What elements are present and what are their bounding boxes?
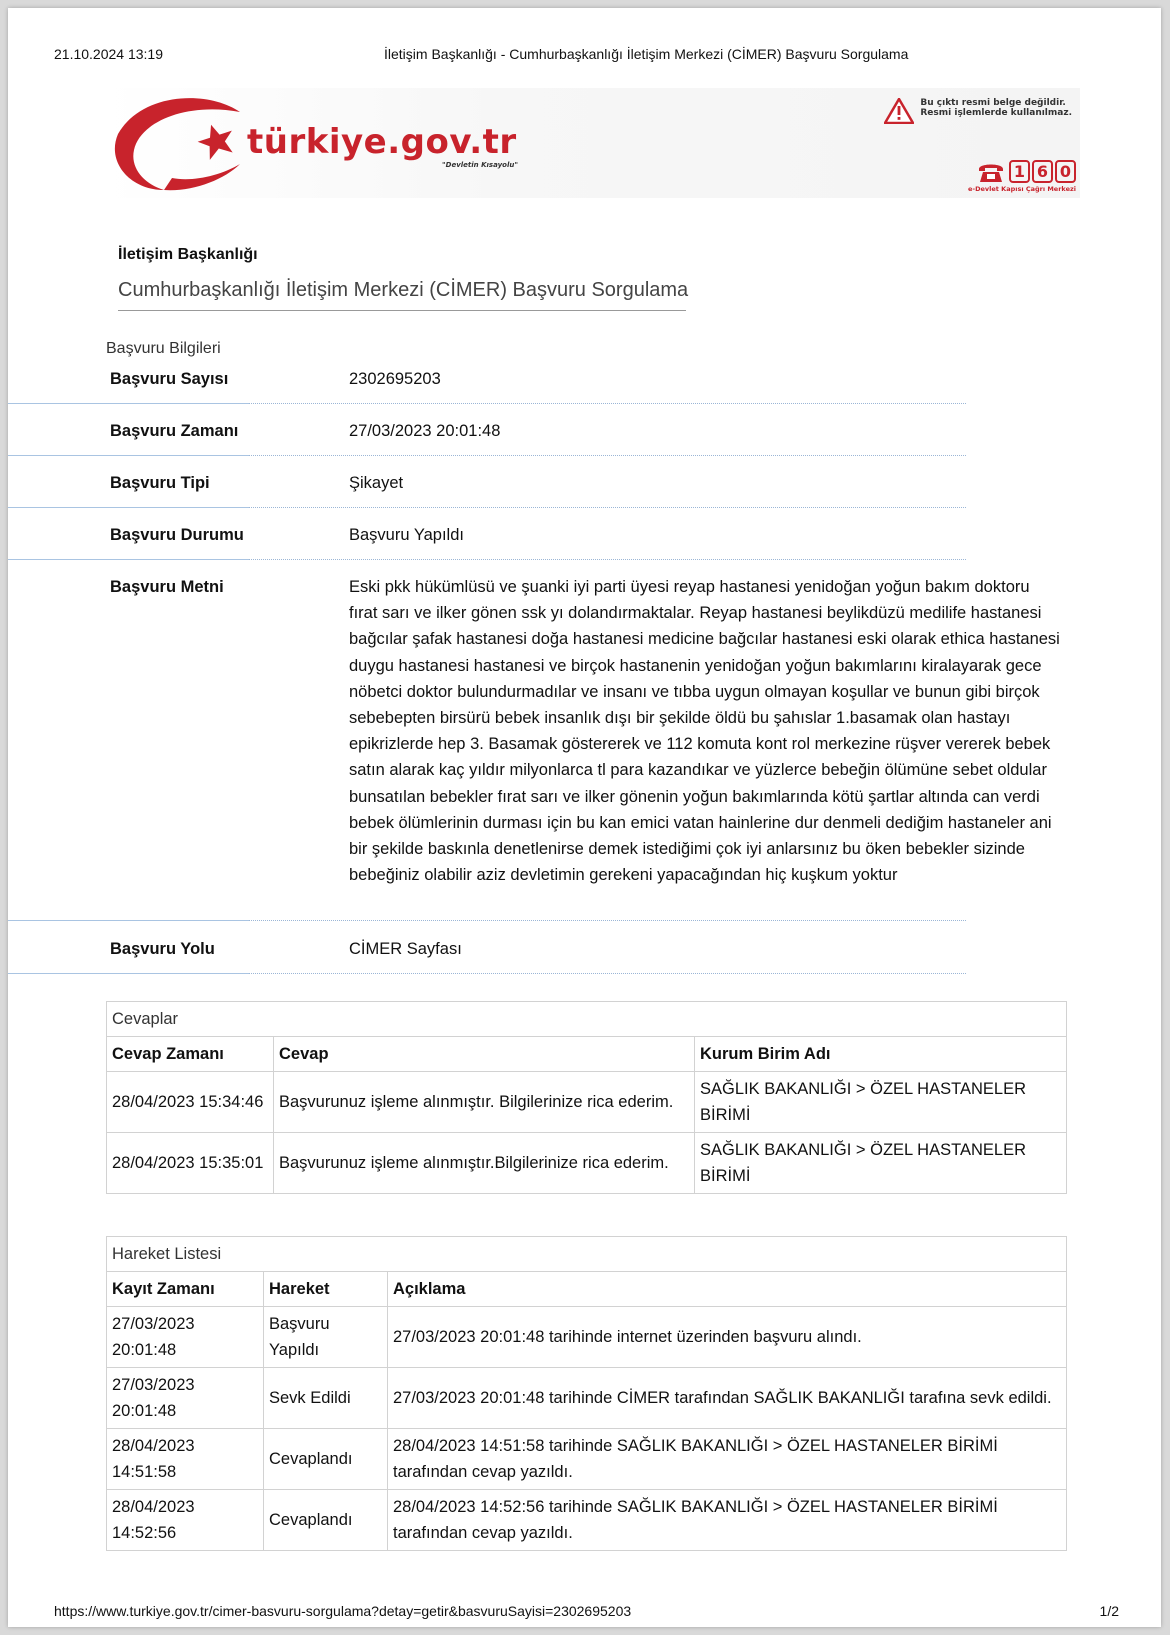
row-divider (8, 455, 249, 456)
yolu-label: Başvuru Yolu (110, 940, 215, 958)
sayisi-label: Başvuru Sayısı (110, 370, 229, 388)
hareket-caption: Hareket Listesi (107, 1237, 1067, 1272)
call-digit: 0 (1055, 160, 1076, 183)
call-center-caption: e-Devlet Kapısı Çağrı Merkezi (968, 185, 1076, 193)
yolu-value: CİMER Sayfası (349, 940, 462, 958)
basvuru-section-label: Başvuru Bilgileri (106, 340, 221, 357)
print-timestamp: 21.10.2024 13:19 (54, 46, 163, 62)
table-row (107, 1133, 1067, 1194)
org-name: İletişim Başkanlığı (118, 246, 258, 263)
durumu-label: Başvuru Durumu (110, 526, 244, 544)
logo-wordmark: türkiye.gov.tr (247, 122, 517, 162)
row-divider (8, 559, 249, 560)
hareket-cell: Başvuru Yapıldı (264, 1307, 388, 1368)
kurum-birim-cell: SAĞLIK BAKANLIĞI > ÖZEL HASTANELER BİRİMİ (695, 1072, 1067, 1133)
cevap-cell: Başvurunuz işleme alınmıştır. Bilgilerinize rica ederim. (274, 1072, 695, 1133)
durumu-value: Başvuru Yapıldı (349, 526, 464, 544)
warning-line-1: Bu çıktı resmi belge değildir. (920, 98, 1066, 108)
cevap-cell: Başvurunuz işleme alınmıştır.Bilgilerinize rica ederim. (274, 1133, 695, 1194)
kurum-birim-cell: SAĞLIK BAKANLIĞI > ÖZEL HASTANELER BİRİMİ (695, 1133, 1067, 1194)
row-divider (8, 920, 249, 921)
logo-slogan: "Devletin Kısayolu" (442, 161, 518, 169)
title-divider (118, 310, 686, 311)
hareket-cell: Sevk Edildi (264, 1368, 388, 1429)
aciklama-cell: 27/03/2023 20:01:48 tarihinde CİMER tarafından SAĞLIK BAKANLIĞI tarafına sevk edildi. (388, 1368, 1067, 1429)
cevaplar-caption: Cevaplar (107, 1002, 1067, 1037)
telephone-icon (977, 161, 1005, 183)
tipi-value: Şikayet (349, 474, 404, 492)
metni-value: Eski pkk hükümlüsü ve şuanki iyi parti üyesi reyap hastanesi yenidoğan yoğun bakım doktoru fırat sarı ve ilker gönen ssk yı dolandırmaktalar. Reyap hastanesi beylikdüzü medilife hastanesi bağcılar şafak hastanesi doğa hastanesi medicine bağcılar hastanesi eski olarak ethica hastanesi duygu hastanesi hastanesi ve birçok hastanenin yenidoğan yoğun bakımlarını kiralayarak gece nöbetci doktor bulundurmadılar ve insanı ve tıbba uygun olmayan koşullar ve bunun gibi birçok sebebepten birsürü bebek insanlık dışı bir şekilde öldü bu şahıslar 1.basamak olan hastayı epikrizlerde hep 3. Basamak göstererek ve 112 komuta kont rol merkezine rüşver vererek bebek satın alarak kaç yıldır milyonlarca tl para kazandıkar ve yüzlerce bebeğin ölümüne sebet oldular bunsatılan bebekler fırat sarı ve ilker gönenin yoğun bakımlarında kötü şartlar altında can verdi bebek ölümlerinin durması için bu kan emici vatan hainlerine dur denmeli dediğim hastaneler ani bir şekilde baskınla denetlenirse demek istediğimi çok iyi anlarsınız bu öken bebekler sizinde bebeğiniz olabilir aziz devletimin gerekeni yapacağından hiç kuşkum yoktur (349, 578, 1060, 885)
column-header: Cevap (274, 1037, 695, 1072)
row-divider (249, 920, 966, 921)
column-header: Hareket (264, 1272, 388, 1307)
metni-label: Başvuru Metni (110, 578, 224, 596)
aciklama-cell: 28/04/2023 14:51:58 tarihinde SAĞLIK BAKANLIĞI > ÖZEL HASTANELER BİRİMİ tarafından cevap yazıldı. (388, 1429, 1067, 1490)
print-title: İletişim Başkanlığı - Cumhurbaşkanlığı İletişim Merkezi (CİMER) Başvuru Sorgulama (384, 46, 909, 62)
row-divider (8, 973, 249, 974)
hareket-cell: Cevaplandı (264, 1490, 388, 1551)
row-divider (249, 973, 966, 974)
warning-triangle-icon (884, 98, 914, 124)
turkiye-gov-logo[interactable] (112, 94, 532, 194)
kayit-zamani-cell: 28/04/2023 14:51:58 (107, 1429, 264, 1490)
row-divider (8, 403, 249, 404)
kayit-zamani-cell: 27/03/2023 20:01:48 (107, 1307, 264, 1368)
hareket-listesi-table (106, 1236, 1067, 1551)
aciklama-cell: 27/03/2023 20:01:48 tarihinde internet üzerinden başvuru alındı. (388, 1307, 1067, 1368)
row-divider (249, 559, 966, 560)
table-row (107, 1368, 1067, 1429)
page-title: Cumhurbaşkanlığı İletişim Merkezi (CİMER) Başvuru Sorgulama (118, 279, 689, 301)
print-url[interactable]: https://www.turkiye.gov.tr/cimer-basvuru-sorgulama?detay=getir&basvuruSayisi=2302695203 (54, 1603, 632, 1619)
cevap-zamani-cell: 28/04/2023 15:34:46 (107, 1072, 274, 1133)
table-row (107, 1429, 1067, 1490)
call-digit: 6 (1032, 160, 1053, 183)
call-center-160 (960, 160, 1076, 193)
warning-line-2: Resmi işlemlerde kullanılmaz. (920, 108, 1072, 118)
kayit-zamani-cell: 28/04/2023 14:52:56 (107, 1490, 264, 1551)
row-divider (249, 455, 966, 456)
zamani-value: 27/03/2023 20:01:48 (349, 422, 501, 440)
row-divider (249, 403, 966, 404)
tipi-label: Başvuru Tipi (110, 474, 210, 492)
column-header: Kurum Birim Adı (695, 1037, 1067, 1072)
column-header: Açıklama (388, 1272, 1067, 1307)
row-divider (8, 507, 249, 508)
zamani-label: Başvuru Zamanı (110, 422, 239, 440)
cevaplar-table (106, 1001, 1067, 1194)
hareket-cell: Cevaplandı (264, 1429, 388, 1490)
sayisi-value: 2302695203 (349, 370, 441, 388)
page-number: 1/2 (1099, 1603, 1119, 1619)
cevap-zamani-cell: 28/04/2023 15:35:01 (107, 1133, 274, 1194)
turkiye-gov-banner (104, 88, 1080, 198)
aciklama-cell: 28/04/2023 14:52:56 tarihinde SAĞLIK BAKANLIĞI > ÖZEL HASTANELER BİRİMİ tarafından cevap yazıldı. (388, 1490, 1067, 1551)
table-row (107, 1307, 1067, 1368)
kayit-zamani-cell: 27/03/2023 20:01:48 (107, 1368, 264, 1429)
crescent-star-icon (112, 94, 252, 194)
table-row (107, 1490, 1067, 1551)
column-header: Kayıt Zamanı (107, 1272, 264, 1307)
row-divider (249, 507, 966, 508)
call-digit: 1 (1009, 160, 1030, 183)
not-official-warning (884, 98, 1072, 124)
column-header: Cevap Zamanı (107, 1037, 274, 1072)
printed-page (8, 8, 1161, 1627)
table-row (107, 1072, 1067, 1133)
